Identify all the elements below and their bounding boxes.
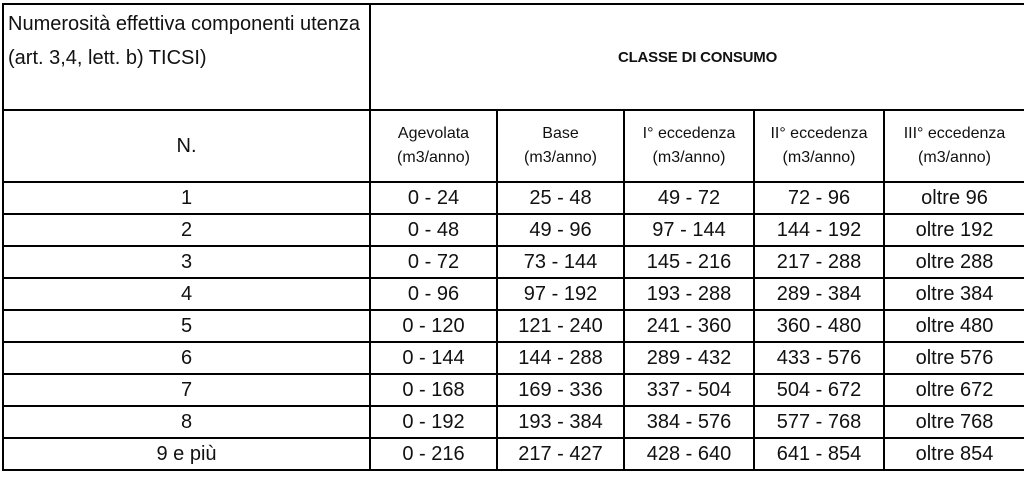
row-n-cell: 6 (3, 342, 370, 374)
column-name: II° eccedenza (770, 125, 868, 142)
n-column-header: N. (3, 110, 370, 182)
range-cell-ii-eccedenza: 144 - 192 (754, 214, 884, 246)
range-cell-ii-eccedenza: 433 - 576 (754, 342, 884, 374)
table-body (3, 4, 1024, 470)
range-cell-ii-eccedenza: 217 - 288 (754, 246, 884, 278)
row-n-cell: 2 (3, 214, 370, 246)
column-header-agevolata (370, 110, 497, 182)
range-cell-i-eccedenza: 145 - 216 (624, 246, 754, 278)
table-row (3, 438, 1024, 470)
consumption-class-table (2, 3, 1024, 471)
table-row (3, 214, 1024, 246)
column-name: I° eccedenza (642, 125, 736, 142)
range-cell-ii-eccedenza: 289 - 384 (754, 278, 884, 310)
range-cell-agevolata: 0 - 72 (370, 246, 497, 278)
column-unit: (m3/anno) (918, 149, 991, 166)
row-n-cell: 1 (3, 182, 370, 214)
subheader-row (3, 110, 1024, 182)
range-cell-i-eccedenza: 337 - 504 (624, 374, 754, 406)
range-cell-ii-eccedenza: 641 - 854 (754, 438, 884, 470)
table-row (3, 278, 1024, 310)
range-cell-iii-eccedenza: oltre 96 (884, 182, 1024, 214)
range-cell-base: 49 - 96 (497, 214, 624, 246)
range-cell-iii-eccedenza: oltre 288 (884, 246, 1024, 278)
range-cell-iii-eccedenza: oltre 854 (884, 438, 1024, 470)
range-cell-iii-eccedenza: oltre 672 (884, 374, 1024, 406)
table-row (3, 182, 1024, 214)
range-cell-agevolata: 0 - 120 (370, 310, 497, 342)
column-header-i-eccedenza (624, 110, 754, 182)
range-cell-agevolata: 0 - 144 (370, 342, 497, 374)
header-row (3, 4, 1024, 110)
range-cell-agevolata: 0 - 216 (370, 438, 497, 470)
column-name: Base (542, 125, 579, 142)
column-name: III° eccedenza (903, 125, 1006, 142)
range-cell-base: 144 - 288 (497, 342, 624, 374)
range-cell-i-eccedenza: 97 - 144 (624, 214, 754, 246)
range-cell-i-eccedenza: 49 - 72 (624, 182, 754, 214)
table-row (3, 310, 1024, 342)
range-cell-base: 169 - 336 (497, 374, 624, 406)
column-unit: (m3/anno) (524, 149, 597, 166)
range-cell-base: 193 - 384 (497, 406, 624, 438)
consumption-class-header: CLASSE DI CONSUMO (370, 4, 1024, 110)
table-row (3, 374, 1024, 406)
range-cell-agevolata: 0 - 168 (370, 374, 497, 406)
range-cell-agevolata: 0 - 48 (370, 214, 497, 246)
range-cell-base: 217 - 427 (497, 438, 624, 470)
row-n-cell: 3 (3, 246, 370, 278)
row-n-cell: 8 (3, 406, 370, 438)
range-cell-i-eccedenza: 193 - 288 (624, 278, 754, 310)
household-members-header: Numerosità effettiva componenti utenza (art. 3,4, lett. b) TICSI) (3, 4, 370, 110)
row-n-cell: 9 e più (3, 438, 370, 470)
column-header-ii-eccedenza (754, 110, 884, 182)
range-cell-ii-eccedenza: 577 - 768 (754, 406, 884, 438)
range-cell-ii-eccedenza: 72 - 96 (754, 182, 884, 214)
column-header-iii-eccedenza (884, 110, 1024, 182)
range-cell-iii-eccedenza: oltre 576 (884, 342, 1024, 374)
range-cell-base: 73 - 144 (497, 246, 624, 278)
range-cell-ii-eccedenza: 360 - 480 (754, 310, 884, 342)
range-cell-agevolata: 0 - 96 (370, 278, 497, 310)
range-cell-ii-eccedenza: 504 - 672 (754, 374, 884, 406)
row-n-cell: 7 (3, 374, 370, 406)
range-cell-agevolata: 0 - 24 (370, 182, 497, 214)
range-cell-base: 97 - 192 (497, 278, 624, 310)
range-cell-i-eccedenza: 428 - 640 (624, 438, 754, 470)
range-cell-iii-eccedenza: oltre 768 (884, 406, 1024, 438)
range-cell-agevolata: 0 - 192 (370, 406, 497, 438)
range-cell-iii-eccedenza: oltre 480 (884, 310, 1024, 342)
table-row (3, 342, 1024, 374)
column-unit: (m3/anno) (782, 149, 856, 166)
range-cell-base: 121 - 240 (497, 310, 624, 342)
row-n-cell: 5 (3, 310, 370, 342)
range-cell-iii-eccedenza: oltre 384 (884, 278, 1024, 310)
column-header-base (497, 110, 624, 182)
table-row (3, 246, 1024, 278)
range-cell-i-eccedenza: 289 - 432 (624, 342, 754, 374)
range-cell-i-eccedenza: 241 - 360 (624, 310, 754, 342)
range-cell-base: 25 - 48 (497, 182, 624, 214)
range-cell-iii-eccedenza: oltre 192 (884, 214, 1024, 246)
column-name: Agevolata (397, 125, 470, 142)
column-unit: (m3/anno) (652, 149, 726, 166)
range-cell-i-eccedenza: 384 - 576 (624, 406, 754, 438)
table-row (3, 406, 1024, 438)
row-n-cell: 4 (3, 278, 370, 310)
column-unit: (m3/anno) (397, 149, 470, 166)
